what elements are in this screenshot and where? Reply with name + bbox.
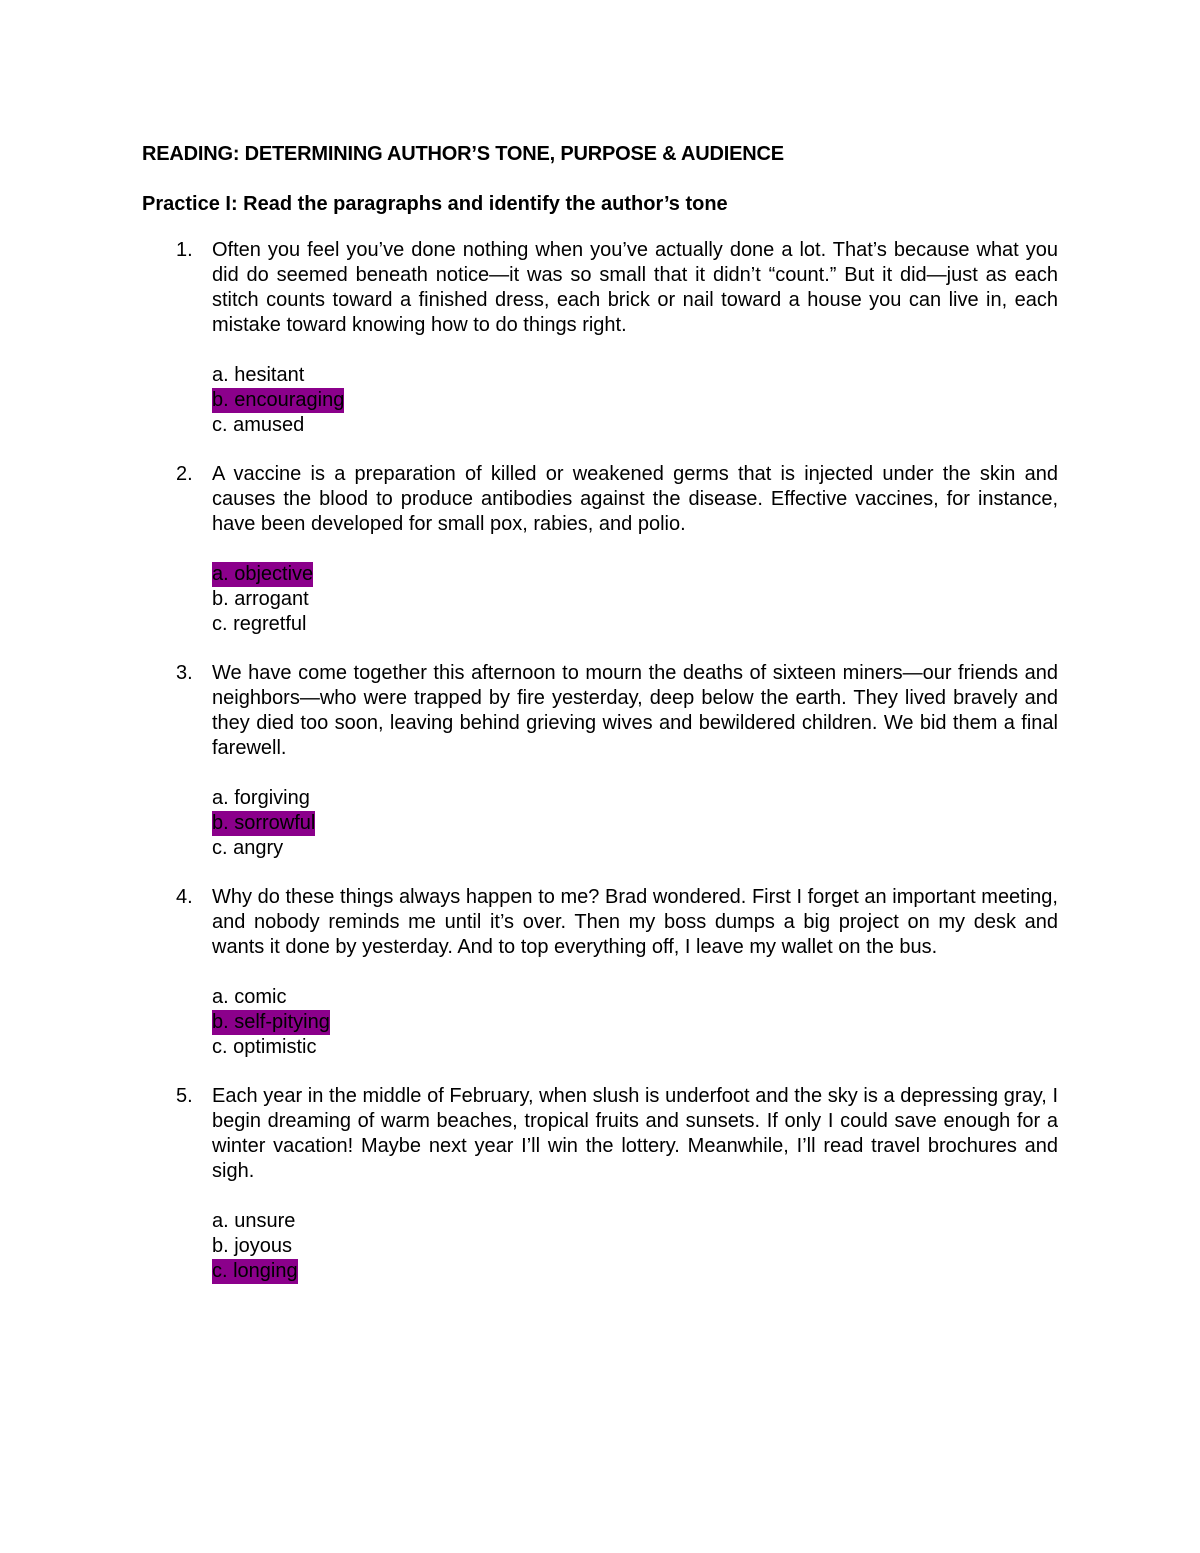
question-number: 3. bbox=[176, 662, 193, 684]
answer-option-label: a. objective bbox=[212, 563, 314, 585]
answer-option-label: c. longing bbox=[212, 1260, 298, 1282]
answer-option-label: b. encouraging bbox=[212, 389, 345, 411]
answer-option[interactable] bbox=[212, 1209, 1058, 1234]
question-item bbox=[142, 238, 1058, 438]
question-text: We have come together this afternoon to mourn the deaths of sixteen miners—our friends and neighbors—who were trapped by fire yesterday, deep below the earth. They lived bravely and they died too soon, leaving behind grieving wives and bewildered children. We bid them a final farewell. bbox=[212, 662, 1058, 759]
question-item bbox=[142, 462, 1058, 637]
answer-option[interactable] bbox=[212, 836, 1058, 861]
question-text: A vaccine is a preparation of killed or weakened germs that is injected under the skin and causes the blood to produce antibodies against the disease. Effective vaccines, for instance, have been developed for small pox, rabies, and polio. bbox=[212, 463, 1058, 535]
answer-option-label: c. amused bbox=[212, 414, 305, 436]
question-text: Why do these things always happen to me? Brad wondered. First I forget an important meeting, and nobody reminds me until it’s over. Then my boss dumps a big project on my desk and wants it done by yesterday. And to top everything off, I leave my wallet on the bus. bbox=[212, 886, 1058, 958]
document-page bbox=[142, 140, 1058, 1308]
practice-heading: Practice I: Read the paragraphs and identify the author’s tone bbox=[142, 193, 728, 215]
answer-option-label: b. sorrowful bbox=[212, 812, 316, 834]
document-title: READING: DETERMINING AUTHOR’S TONE, PURPOSE & AUDIENCE bbox=[142, 143, 784, 165]
question-text: Often you feel you’ve done nothing when you’ve actually done a lot. That’s because what you did do seemed beneath notice—it was so small that it didn’t “count.” But it did—just as each stitch counts toward a finished dress, each brick or nail toward a house you can live in, each mistake toward knowing how to do things right. bbox=[212, 239, 1058, 336]
question-text: Each year in the middle of February, when slush is underfoot and the sky is a depressing gray, I begin dreaming of warm beaches, tropical fruits and sunsets. If only I could save enough for a winter vacation! Maybe next year I’ll win the lottery. Meanwhile, I’ll read travel brochures and sigh. bbox=[212, 1085, 1058, 1182]
answer-options bbox=[212, 363, 1058, 438]
answer-option[interactable] bbox=[212, 786, 1058, 811]
answer-options bbox=[212, 1209, 1058, 1284]
answer-options bbox=[212, 985, 1058, 1060]
answer-option[interactable] bbox=[212, 413, 1058, 438]
answer-option[interactable] bbox=[212, 363, 1058, 388]
answer-option[interactable] bbox=[212, 388, 1058, 413]
answer-option-label: c. angry bbox=[212, 837, 284, 859]
answer-option[interactable] bbox=[212, 612, 1058, 637]
question-number: 1. bbox=[176, 239, 193, 261]
answer-option-label: a. forgiving bbox=[212, 787, 310, 809]
answer-option-label: a. unsure bbox=[212, 1210, 296, 1232]
question-number: 2. bbox=[176, 463, 193, 485]
answer-options bbox=[212, 786, 1058, 861]
answer-option[interactable] bbox=[212, 1035, 1058, 1060]
answer-option[interactable] bbox=[212, 1010, 1058, 1035]
answer-option[interactable] bbox=[212, 985, 1058, 1010]
answer-options bbox=[212, 562, 1058, 637]
answer-option-label: a. hesitant bbox=[212, 364, 305, 386]
answer-option-label: c. optimistic bbox=[212, 1036, 317, 1058]
question-number: 4. bbox=[176, 886, 193, 908]
question-number: 5. bbox=[176, 1085, 193, 1107]
answer-option-label: b. arrogant bbox=[212, 588, 309, 610]
answer-option-label: b. self-pitying bbox=[212, 1011, 330, 1033]
answer-option[interactable] bbox=[212, 1234, 1058, 1259]
answer-option-label: c. regretful bbox=[212, 613, 307, 635]
question-item bbox=[142, 885, 1058, 1060]
answer-option[interactable] bbox=[212, 587, 1058, 612]
question-list bbox=[142, 238, 1058, 1284]
answer-option-label: b. joyous bbox=[212, 1235, 293, 1257]
answer-option[interactable] bbox=[212, 1259, 1058, 1284]
answer-option[interactable] bbox=[212, 562, 1058, 587]
answer-option-label: a. comic bbox=[212, 986, 287, 1008]
question-item bbox=[142, 1084, 1058, 1284]
answer-option[interactable] bbox=[212, 811, 1058, 836]
question-item bbox=[142, 661, 1058, 861]
